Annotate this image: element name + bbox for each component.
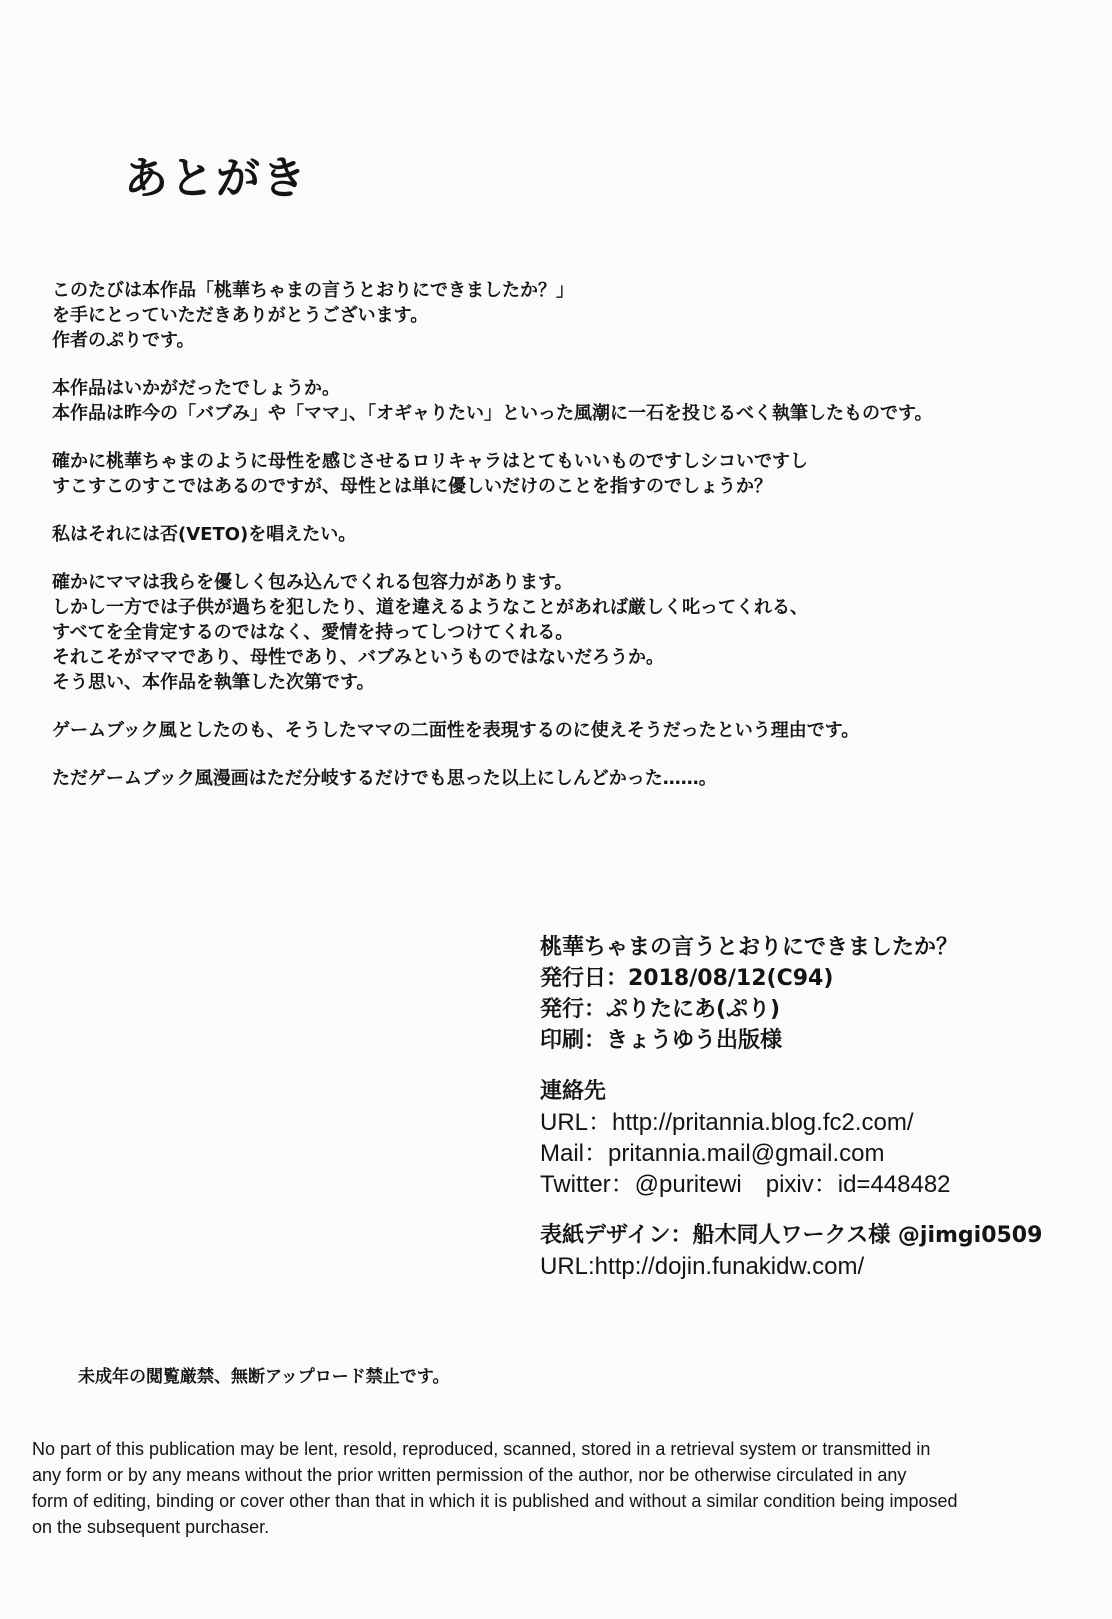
afterword-body <box>52 278 1062 814</box>
text-line: 作者のぷりです。 <box>52 330 195 351</box>
paragraph <box>52 278 1062 353</box>
paragraph <box>52 449 1062 499</box>
text-line: このたびは本作品「桃華ちゃまの言うとおりにできましたか？」 <box>52 280 574 301</box>
publisher: 発行：ぷりたにあ(ぷり) <box>540 997 781 1022</box>
text-line: ゲームブック風としたのも、そうしたママの二面性を表現するのに使えそうだったという理由です。 <box>52 720 860 741</box>
copyright-line: form of editing, binding or cover other than that in which it is published and without a similar condition being imposed <box>32 1491 958 1511</box>
page-title: あとがき <box>124 153 308 204</box>
text-line: 本作品はいかがだったでしょうか。 <box>52 378 340 399</box>
paragraph <box>52 376 1062 426</box>
paragraph <box>52 718 1062 743</box>
text-line: 私はそれには否(VETO)を唱えたい。 <box>52 524 357 545</box>
text-line: すこすこのすこではあるのですが、母性とは単に優しいだけのことを指すのでしょうか？ <box>52 476 772 497</box>
text-line: 確かに桃華ちゃまのように母性を感じさせるロリキャラはとてもいいものですしシコいですし <box>52 451 808 472</box>
text-line: 本作品は昨今の「バブみ」や「ママ」、「オギャりたい」といった風潮に一石を投じるべく執筆したものです。 <box>52 403 933 424</box>
copyright-line: any form or by any means without the prior written permission of the author, nor be otherwise circulated in any <box>32 1465 907 1485</box>
text-line: ただゲームブック風漫画はただ分岐するだけでも思った以上にしんどかった……。 <box>52 768 717 789</box>
paragraph <box>52 570 1062 695</box>
text-line: しかし一方では子供が過ちを犯したり、道を違えるようなことがあれば厳しく叱ってくれる、 <box>52 597 808 618</box>
contact-heading: 連絡先 <box>540 1079 607 1104</box>
text-line: を手にとっていただきありがとうございます。 <box>52 305 429 326</box>
book-title: 桃華ちゃまの言うとおりにできましたか？ <box>540 935 959 960</box>
text-line: 確かにママは我らを優しく包み込んでくれる包容力があります。 <box>52 572 573 593</box>
copyright-line: on the subsequent purchaser. <box>32 1517 270 1537</box>
age-restriction-notice: 未成年の閲覧厳禁、無断アップロード禁止です。 <box>78 1367 450 1387</box>
text-line: そう思い、本作品を執筆した次第です。 <box>52 672 375 693</box>
issue-date: 発行日：2018/08/12(C94) <box>540 966 834 991</box>
contact-url: URL：http://pritannia.blog.fc2.com/ <box>540 1109 914 1136</box>
text-line: それこそがママであり、母性であり、バブみというものではないだろうか。 <box>52 647 664 668</box>
paragraph <box>52 522 1062 547</box>
printer: 印刷：きょうゆう出版様 <box>540 1028 783 1053</box>
spacer <box>540 1200 1100 1220</box>
copyright-notice <box>32 1436 1092 1540</box>
contact-mail: Mail：pritannia.mail@gmail.com <box>540 1140 885 1167</box>
contact-twitter: Twitter：@puritewi pixiv：id=448482 <box>540 1171 951 1198</box>
copyright-line: No part of this publication may be lent, resold, reproduced, scanned, stored in a retrieval system or transmitted in <box>32 1439 931 1459</box>
cover-design-url: URL:http://dojin.funakidw.com/ <box>540 1253 865 1280</box>
text-line: すべてを全肯定するのではなく、愛情を持ってしつけてくれる。 <box>52 622 574 643</box>
spacer <box>540 1056 1100 1076</box>
paragraph <box>52 766 1062 791</box>
colophon <box>540 932 1100 1282</box>
cover-design-credit: 表紙デザイン：船木同人ワークス様 @jimgi0509 <box>540 1223 1043 1248</box>
